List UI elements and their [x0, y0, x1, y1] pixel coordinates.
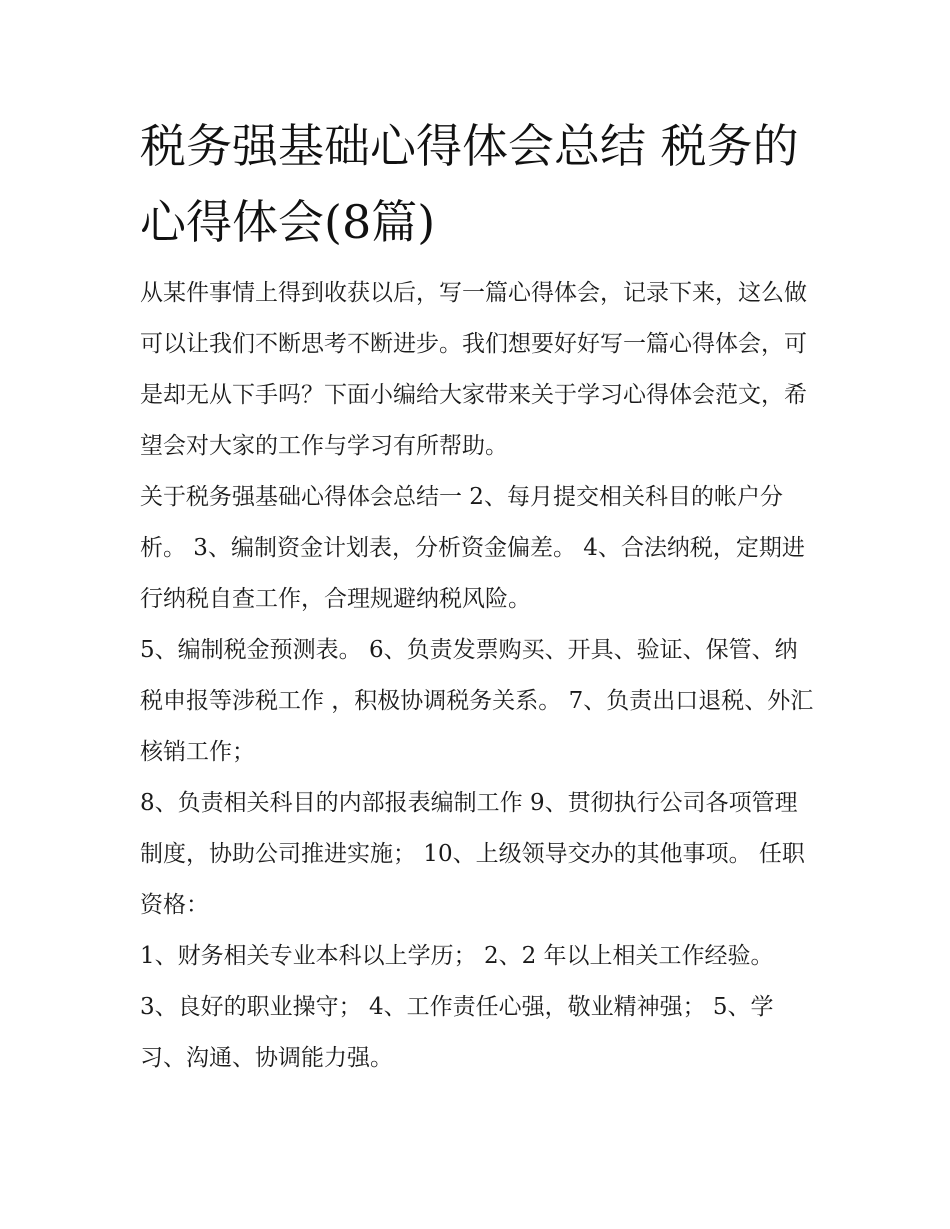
paragraph-qualifications-1: 1、财务相关专业本科以上学历； 2、2 年以上相关工作经验。	[140, 943, 774, 969]
document-content	[140, 108, 815, 1084]
paragraph-qualifications-2: 3、良好的职业操守； 4、工作责任心强，敬业精神强； 5、学习、沟通、协调能力强。	[140, 994, 774, 1071]
paragraph-intro: 从某件事情上得到收获以后，写一篇心得体会，记录下来，这么做可以让我们不断思考不断进步。我们想要好好写一篇心得体会，可是却无从下手吗？下面小编给大家带来关于学习心得体会范文，希望会对大家的工作与学习有所帮助。	[140, 280, 807, 459]
paragraph-duties-3: 8、负责相关科目的内部报表编制工作 9、贯彻执行公司各项管理制度，协助公司推进实施； 10、上级领导交办的其他事项。 任职资格：	[140, 790, 805, 918]
paragraph-duties-1: 关于税务强基础心得体会总结一 2、每月提交相关科目的帐户分析。 3、编制资金计划表，分析资金偏差。 4、合法纳税，定期进行纳税自查工作，合理规避纳税风险。	[140, 484, 805, 612]
paragraph-duties-2: 5、编制税金预测表。 6、负责发票购买、开具、验证、保管、纳税申报等涉税工作 ，积极协调税务关系。 7、负责出口退税、外汇核销工作；	[140, 637, 814, 765]
document-title: 税务强基础心得体会总结 税务的心得体会(8篇)	[140, 119, 799, 249]
